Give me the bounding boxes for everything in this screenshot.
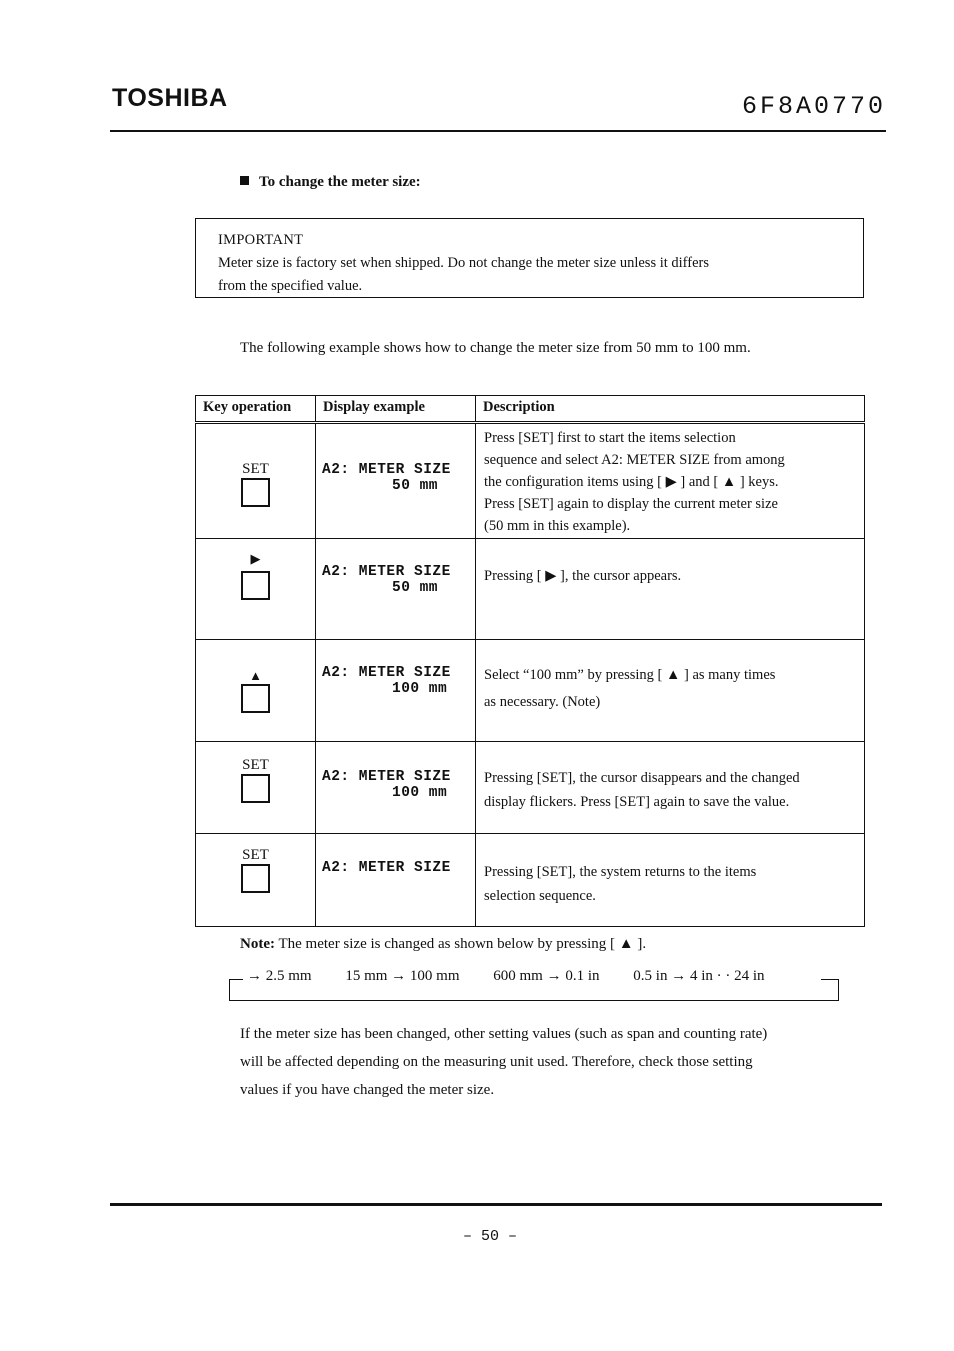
page-number: – 50 – xyxy=(462,1228,517,1245)
description-cell xyxy=(476,742,865,834)
key-button-icon xyxy=(241,478,270,507)
key-button-icon xyxy=(241,864,270,893)
display-cell xyxy=(316,834,476,927)
desc-line: as necessary. (Note) xyxy=(484,694,601,710)
key-button-icon xyxy=(241,571,270,600)
desc-line: (50 mm in this example). xyxy=(484,518,631,534)
header-key-operation: Key operation xyxy=(196,396,316,423)
display-cell xyxy=(316,742,476,834)
bullet-square-icon xyxy=(240,176,249,185)
description-cell xyxy=(476,834,865,927)
note-text: The meter size is changed as shown below by pressing [ ▲ ]. xyxy=(278,936,647,952)
desc-line: sequence and select A2: METER SIZE from among xyxy=(484,452,785,468)
cycle-item: 0.5 in → 4 in · · 24 in xyxy=(633,968,765,984)
right-arrow-icon: ▶ xyxy=(250,551,261,566)
header-display-example: Display example xyxy=(316,396,476,423)
display-line-1: A2: METER SIZE xyxy=(322,462,451,478)
key-cell xyxy=(196,834,316,927)
meter-size-cycle-diagram xyxy=(229,968,839,1002)
section-title xyxy=(240,174,421,191)
display-line-2: 50 mm xyxy=(392,478,439,494)
desc-line: the configuration items using [ ▶ ] and [ ▲ ] keys. xyxy=(484,474,779,490)
key-operation-table xyxy=(195,395,865,927)
display-line-1: A2: METER SIZE xyxy=(322,665,451,681)
cycle-item: 600 mm → 0.1 in xyxy=(493,968,600,984)
key-button-icon xyxy=(241,774,270,803)
key-cell xyxy=(196,539,316,640)
display-cell xyxy=(316,423,476,539)
desc-line: Pressing [ ▶ ], the cursor appears. xyxy=(484,568,682,584)
key-label: SET xyxy=(242,847,269,863)
cycle-item: 15 mm → 100 mm xyxy=(345,968,460,984)
display-line-1: A2: METER SIZE xyxy=(322,860,451,876)
key-label: SET xyxy=(242,461,269,477)
cycle-item: → 2.5 mm xyxy=(247,968,312,984)
desc-line: Press [SET] first to start the items selection xyxy=(484,430,736,446)
brand-logo: TOSHIBA xyxy=(112,84,228,112)
meter-size-caution-paragraph xyxy=(240,1020,850,1104)
key-label: SET xyxy=(242,757,269,773)
display-line-1: A2: METER SIZE xyxy=(322,769,451,785)
table-row xyxy=(196,742,865,834)
key-cell xyxy=(196,742,316,834)
display-line-2: 50 mm xyxy=(392,580,439,596)
note-label: Note: xyxy=(240,936,275,952)
table-row xyxy=(196,834,865,927)
important-line-2: from the specified value. xyxy=(218,278,363,294)
desc-line: Select “100 mm” by pressing [ ▲ ] as many times xyxy=(484,667,776,683)
desc-line: display flickers. Press [SET] again to save the value. xyxy=(484,794,790,810)
display-line-2: 100 mm xyxy=(392,681,448,697)
key-cell xyxy=(196,640,316,742)
paragraph-line: If the meter size has been changed, other setting values (such as span and counting rate) xyxy=(240,1026,768,1042)
key-cell xyxy=(196,423,316,539)
desc-line: selection sequence. xyxy=(484,888,596,904)
display-line-2: 100 mm xyxy=(392,785,448,801)
desc-line: Press [SET] again to display the current meter size xyxy=(484,496,778,512)
paragraph-line: values if you have changed the meter size. xyxy=(240,1082,495,1098)
up-arrow-icon: ▲ xyxy=(249,668,262,683)
header-description: Description xyxy=(476,396,865,423)
description-cell xyxy=(476,539,865,640)
display-cell xyxy=(316,640,476,742)
important-box xyxy=(195,218,864,298)
footer-rule xyxy=(110,1203,882,1206)
note xyxy=(240,936,646,953)
section-title-text: To change the meter size: xyxy=(259,174,421,190)
table-row xyxy=(196,423,865,539)
document-number: 6F8A0770 xyxy=(742,92,887,121)
desc-line: Pressing [SET], the system returns to the items xyxy=(484,864,757,880)
intro-text: The following example shows how to change the meter size from 50 mm to 100 mm. xyxy=(240,340,751,356)
table-row xyxy=(196,539,865,640)
display-cell xyxy=(316,539,476,640)
display-line-1: A2: METER SIZE xyxy=(322,564,451,580)
description-cell xyxy=(476,423,865,539)
paragraph-line: will be affected depending on the measuring unit used. Therefore, check those setting xyxy=(240,1054,753,1070)
desc-line: Pressing [SET], the cursor disappears and the changed xyxy=(484,770,800,786)
important-title: IMPORTANT xyxy=(218,232,304,248)
cycle-items xyxy=(247,968,795,985)
description-cell xyxy=(476,640,865,742)
header-rule xyxy=(110,130,886,132)
important-line-1: Meter size is factory set when shipped. Do not change the meter size unless it differs xyxy=(218,255,709,271)
key-button-icon xyxy=(241,684,270,713)
table-row xyxy=(196,640,865,742)
table-header-row xyxy=(196,396,865,423)
